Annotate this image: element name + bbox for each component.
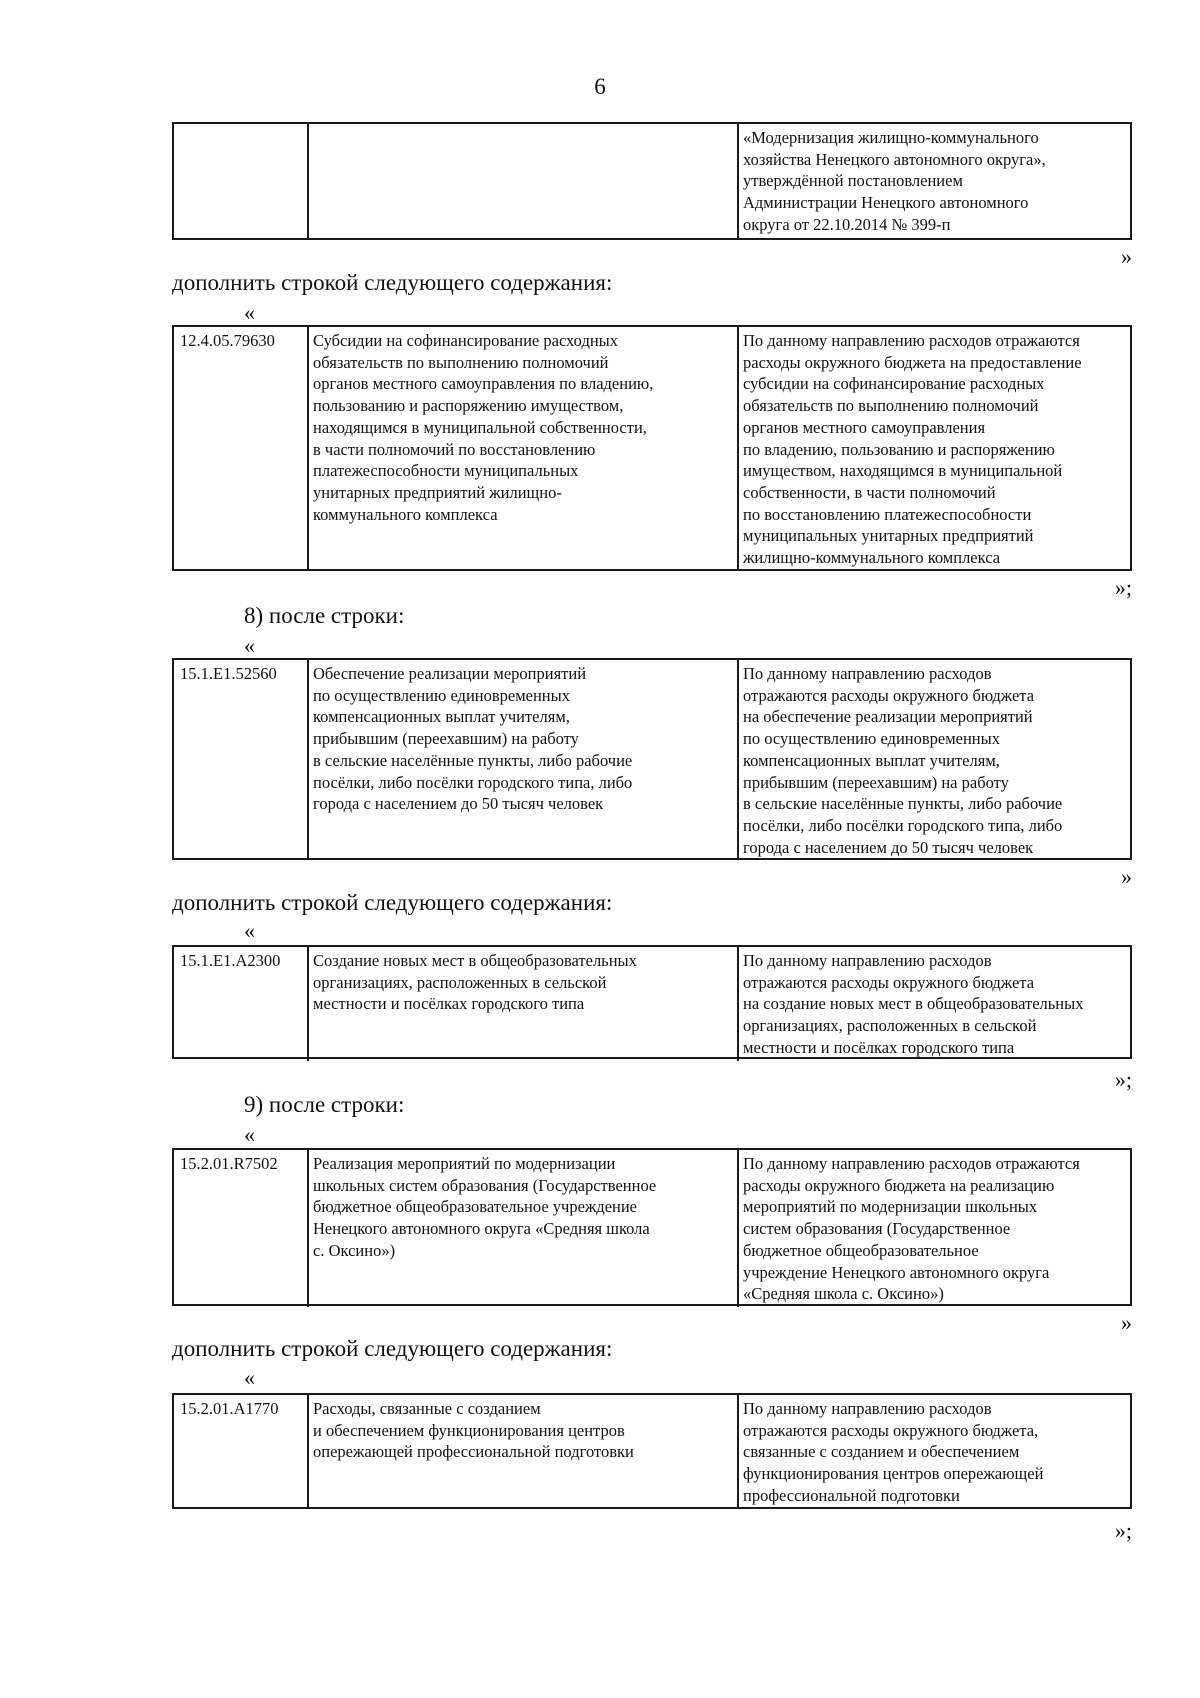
section-heading: дополнить строкой следующего содержания: [172,890,613,915]
row-name [307,124,737,238]
row-description: «Модернизация жилищно-коммунального хозяйства Ненецкого автономного округа», утверждённой постановлением Администрации Ненецкого автономного округа от 22.10.2014 № 399-п [737,124,1130,238]
row-description: По данному направлению расходов отражаются расходы окружного бюджета, связанные с созданием и обеспечением функционирования центров опережающей профессиональной подготовки [737,1395,1130,1509]
row-code: 15.1.E1.A2300 [180,951,281,970]
row-code [174,124,307,238]
row-description: По данному направлению расходов отражаются расходы окружного бюджета на обеспечение реализации мероприятий по осуществлению единовременных компенсационных выплат учителям, прибывшим (переехавшим) на работу в сельские населённые пункты, либо рабочие посёлки, либо посёлки городского типа, либо города с населением до 50 тысяч человек [737,660,1130,860]
close-quote: »; [1114,1067,1132,1092]
row-code: 15.2.01.A1770 [180,1399,279,1418]
table-row [172,325,1132,571]
table-row [172,1393,1132,1509]
table-row [172,658,1132,860]
open-quote: « [244,1365,255,1390]
row-name: Реализация мероприятий по модернизации школьных систем образования (Государственное бюджетное общеобразовательное учреждение Ненецкого автономного округа «Средняя школа с. Оксино») [307,1150,737,1307]
table-row [172,945,1132,1059]
close-quote: » [1121,864,1132,889]
row-description: По данному направлению расходов отражаются расходы окружного бюджета на создание новых мест в общеобразовательных организациях, расположенных в сельской местности и посёлках городского типа [737,947,1130,1061]
row-name: Создание новых мест в общеобразовательных организациях, расположенных в сельской местности и посёлках городского типа [307,947,737,1061]
section-heading: 8) после строки: [244,603,405,628]
row-name: Обеспечение реализации мероприятий по осуществлению единовременных компенсационных выплат учителям, прибывшим (переехавшим) на работу в сельские населённые пункты, либо рабочие посёлки, либо посёлки городского типа, либо города с населением до 50 тысяч человек [307,660,737,860]
open-quote: « [244,300,255,325]
section-heading: дополнить строкой следующего содержания: [172,1336,613,1361]
open-quote: « [244,633,255,658]
row-description: По данному направлению расходов отражаются расходы окружного бюджета на реализацию мероприятий по модернизации школьных систем образования (Государственное бюджетное общеобразовательное учреждение Ненецкого автономного округа «Средняя школа с. Оксино») [737,1150,1130,1307]
table-row [172,1148,1132,1306]
section-heading: дополнить строкой следующего содержания: [172,270,613,295]
row-description: По данному направлению расходов отражаются расходы окружного бюджета на предоставление субсидии на софинансирование расходных обязательств по выполнению полномочий органов местного самоуправления по владению, пользованию и распоряжению имуществом, находящимся в муниципальной собственности, в части полномочий по восстановлению платежеспособности муниципальных унитарных предприятий жилищно-коммунального комплекса [737,327,1130,571]
close-quote: »; [1114,575,1132,600]
page-number: 6 [594,74,606,99]
row-code: 15.2.01.R7502 [180,1154,278,1173]
close-quote: »; [1114,1518,1132,1543]
row-code: 12.4.05.79630 [180,331,275,350]
section-heading: 9) после строки: [244,1092,405,1117]
row-name: Субсидии на софинансирование расходных обязательств по выполнению полномочий органов местного самоуправления по владению, пользованию и распоряжению имуществом, находящимся в муниципальной собственности, в части полномочий по восстановлению платежеспособности муниципальных унитарных предприятий жилищно- коммунального комплекса [307,327,737,571]
open-quote: « [244,918,255,943]
table-row [172,122,1132,240]
open-quote: « [244,1122,255,1147]
close-quote: » [1121,1310,1132,1335]
row-name: Расходы, связанные с созданием и обеспечением функционирования центров опережающей профессиональной подготовки [307,1395,737,1509]
close-quote: » [1121,244,1132,269]
row-code: 15.1.E1.52560 [180,664,277,683]
